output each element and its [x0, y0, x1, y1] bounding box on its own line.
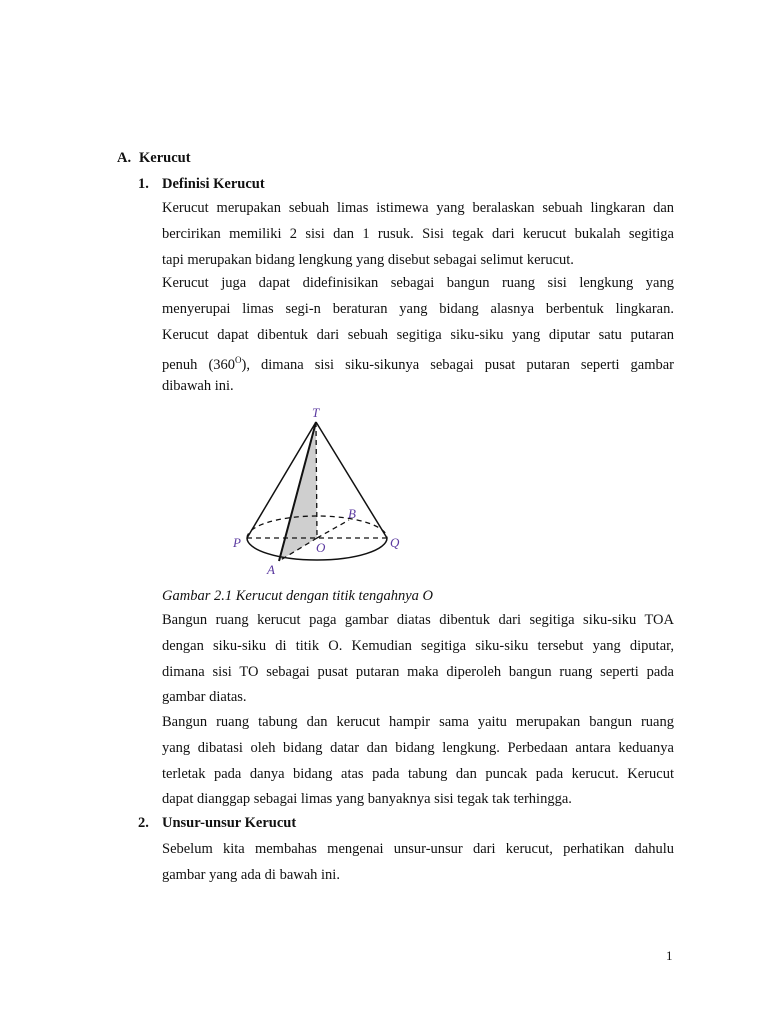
label-q: Q: [390, 535, 400, 550]
degree-superscript: O: [235, 355, 242, 366]
text-line: gambar yang ada di bawah ini.: [162, 866, 340, 883]
text-line: yang dibatasi oleh bidang datar dan bidang lengkung. Perbedaan antara keduanya: [162, 739, 674, 756]
label-t: T: [312, 405, 320, 420]
text-line: Kerucut dapat dibentuk dari sebuah segitiga siku-siku yang diputar satu putaran: [162, 326, 674, 343]
text-line: Bangun ruang tabung dan kerucut hampir sama yaitu merupakan bangun ruang: [162, 714, 674, 730]
text-line: dapat dianggap sebagai limas yang banyaknya sisi tegak tak terhingga.: [162, 791, 572, 808]
subsection-heading-definisi: [138, 176, 265, 193]
subsection-number: 1.: [138, 176, 149, 192]
section-title: Kerucut: [139, 150, 191, 166]
figure-caption: Gambar 2.1 Kerucut dengan titik tengahnya O: [162, 588, 434, 604]
paragraph-comparison: [162, 710, 674, 813]
text-line: Sebelum kita membahas mengenai unsur-unsur dari kerucut, perhatikan dahulu: [162, 841, 674, 857]
text-line: terletak pada danya bidang atas pada tabung dan puncak pada kerucut. Kerucut: [162, 765, 674, 782]
text-line: gambar diatas.: [162, 689, 247, 706]
section-number: A.: [117, 150, 132, 166]
subsection-title: Unsur-unsur Kerucut: [162, 815, 297, 831]
paragraph-intro-elements: [162, 837, 674, 889]
text-line: [162, 348, 674, 374]
text-line: Kerucut juga dapat didefinisikan sebagai bangun ruang sisi lengkung yang: [162, 275, 674, 291]
label-p: P: [233, 535, 241, 550]
paragraph-alt-definition: [162, 271, 674, 400]
text-line: tapi merupakan bidang lengkung yang disebut sebagai selimut kerucut.: [162, 251, 574, 268]
label-o: O: [316, 540, 326, 555]
text-line: bercirikan memiliki 2 sisi dan 1 rusuk. Sisi tegak dari kerucut bukalah segitiga: [162, 225, 674, 242]
text-line: menyerupai limas segi-n beraturan yang bidang alasnya berbentuk lingkaran.: [162, 300, 674, 317]
subsection-heading-unsur: [138, 815, 296, 832]
text-line: dengan siku-siku di titik O. Kemudian segitiga siku-siku tersebut yang diputar,: [162, 637, 674, 654]
page-number: 1: [666, 948, 673, 963]
cone-figure: [225, 402, 415, 580]
subsection-title: Definisi Kerucut: [162, 176, 265, 192]
text-line: dibawah ini.: [162, 378, 234, 395]
paragraph-definition: [162, 196, 674, 273]
text-fragment: penuh (360: [162, 357, 236, 374]
subsection-number: 2.: [138, 815, 149, 831]
label-a: A: [267, 562, 275, 577]
label-b: B: [348, 506, 356, 521]
section-heading: [117, 150, 191, 167]
radius-ob: [317, 520, 349, 538]
text-fragment: ), dimana sisi siku-sikunya sebagai pusat putaran seperti gambar: [241, 357, 675, 374]
text-line: Bangun ruang kerucut paga gambar diatas dibentuk dari segitiga siku-siku TOA: [162, 612, 674, 628]
text-line: Kerucut merupakan sebuah limas istimewa yang beralaskan sebuah lingkaran dan: [162, 200, 674, 216]
text-line: dimana sisi TO sebagai pusat putaran maka diperoleh bangun ruang seperti pada: [162, 663, 674, 680]
paragraph-explanation: [162, 608, 674, 711]
